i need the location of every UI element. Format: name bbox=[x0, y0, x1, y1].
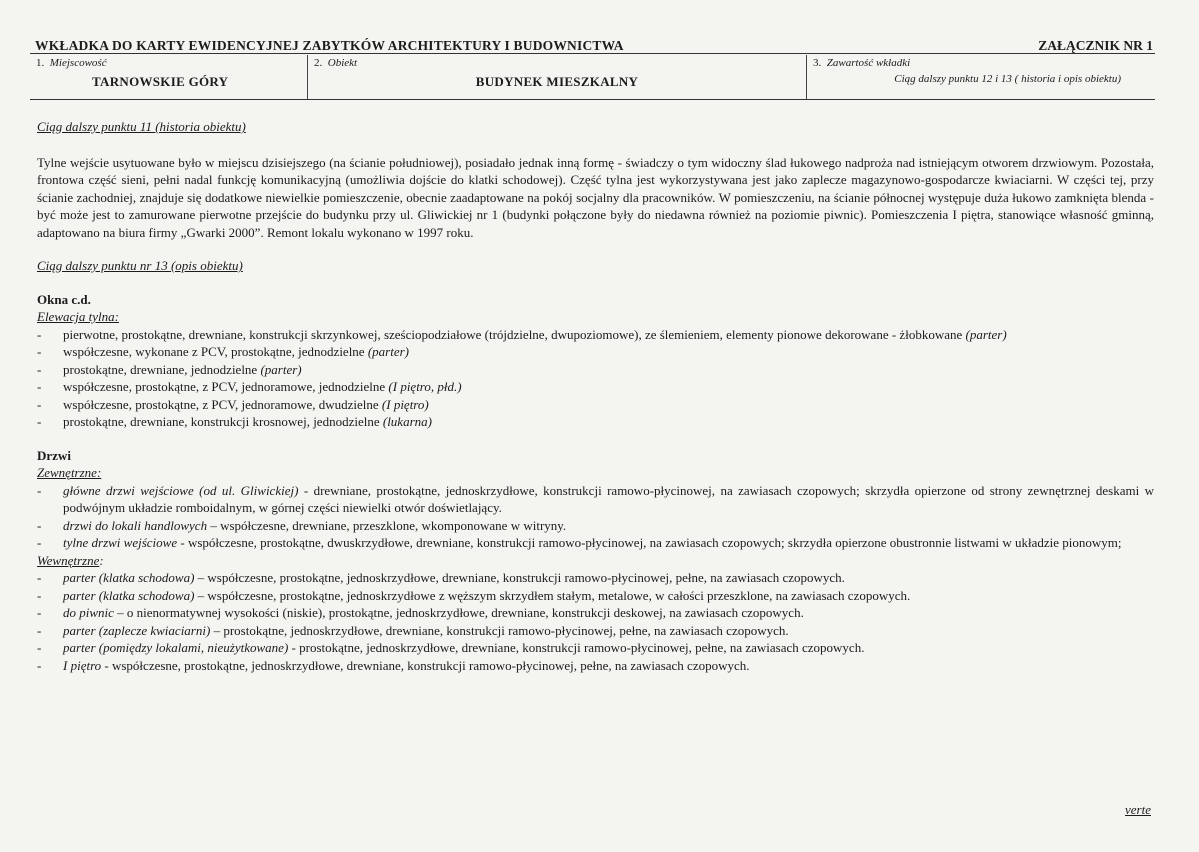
section-heading-description: Ciąg dalszy punktu nr 13 (opis obiektu) bbox=[37, 258, 243, 273]
list-item: - współczesne, prostokątne, z PCV, jednoramowe, dwudzielne (I piętro) bbox=[37, 396, 1154, 414]
cell-locality bbox=[30, 55, 307, 99]
cell-label: Miejscowość bbox=[49, 57, 107, 69]
list-item: - prostokątne, drewniane, jednodzielne (parter) bbox=[37, 361, 1154, 379]
cell-insert-content bbox=[806, 55, 1155, 99]
document-body bbox=[37, 118, 1154, 674]
list-item: - do piwnic – o nienormatywnej wysokości (niskie), prostokątne, jednoskrzydłowe, drewniane, konstrukcji deskowej, na zawiasach czopowych. bbox=[37, 604, 1154, 622]
history-paragraph: Tylne wejście usytuowane było w miejscu dzisiejszego (na ścianie południowej), posiadało jednak inną formę - świadczy o tym widoczny ślad łukowego nadproża nad istniejącym otworem drzwiowym. Pozostała, frontowa część sieni, pełni nadal funkcję komunikacyjną (umożliwia dojście do klatki schodowej). Część tylna jest wykorzystywana jest jako zaplecze magazynowo-gospodarcze kwiaciarni. W części tej, przy ścianie zachodniej, znajduje się dodatkowe niewielkie pomieszczenie, obecnie zaadaptowane na pokój socjalny dla pracowników. W pomieszczeniu, na ścianie północnej występuje duża łukowo zamknięta blenda - być może jest to zamurowane pierwotne przejście do budynku przy ul. Gliwickiej nr 1 (budynki połączone były do niedawna również na poziomie piwnic). Pomieszczenia I piętra, stanowiące własność gminną, adaptowano na biura firmy „Gwarki 2000”. Remont lokalu wykonano w 1997 roku. bbox=[37, 154, 1154, 240]
list-item: - drzwi do lokali handlowych – współczesne, drewniane, przeszklone, wkomponowane w witryny. bbox=[37, 517, 1154, 535]
form-title: WKŁADKA DO KARTY EWIDENCYJNEJ ZABYTKÓW ARCHITEKTURY I BUDOWNICTWA bbox=[35, 38, 624, 53]
cell-number: 3. bbox=[813, 57, 822, 69]
list-item: - parter (klatka schodowa) – współczesne, prostokątne, jednoskrzydłowe z węższym skrzydłem stałym, metalowe, w całości przeszklone, na zawiasach czopowych. bbox=[37, 587, 1154, 605]
list-item: - pierwotne, prostokątne, drewniane, konstrukcji skrzynkowej, sześciopodziałowe (trójdzielne, dwupoziomowe), ze ślemieniem, elementy pionowe dekorowane - żłobkowane (parter) bbox=[37, 326, 1154, 344]
list-item: - parter (klatka schodowa) – współczesne, prostokątne, jednoskrzydłowe, drewniane, konstrukcji ramowo-płycinowej, pełne, na zawiasach czopowych. bbox=[37, 569, 1154, 587]
cell-number: 2. bbox=[314, 57, 323, 69]
section-heading-history: Ciąg dalszy punktu 11 (historia obiektu) bbox=[37, 119, 246, 134]
list-item: - współczesne, wykonane z PCV, prostokątne, jednodzielne (parter) bbox=[37, 343, 1154, 361]
list-item: - tylne drzwi wejściowe - współczesne, prostokątne, dwuskrzydłowe, drewniane, konstrukcji ramowo-płycinowej, na zawiasach czopowych; skrzydła opierzone obustronnie listwami w układzie pionowym; bbox=[37, 534, 1154, 552]
list-item: - parter (pomiędzy lokalami, nieużytkowane) - prostokątne, jednoskrzydłowe, drewniane, konstrukcji ramowo-płycinowej, pełne, na zawiasach czopowych. bbox=[37, 639, 1154, 657]
list-item: - parter (zaplecze kwiaciarni) – prostokątne, jednoskrzydłowe, drewniane, konstrukcji ramowo-płycinowej, pełne, na zawiasach czopowych. bbox=[37, 622, 1154, 640]
verte-label: verte bbox=[1125, 802, 1151, 817]
cell-object bbox=[307, 55, 806, 99]
header-rule bbox=[30, 53, 1155, 54]
exterior-doors-label: Zewnętrzne: bbox=[37, 465, 102, 480]
interior-doors-label: Wewnętrzne: bbox=[37, 552, 104, 568]
list-item: - współczesne, prostokątne, z PCV, jednoramowe, jednodzielne (I piętro, płd.) bbox=[37, 378, 1154, 396]
locality-value: TARNOWSKIE GÓRY bbox=[92, 74, 229, 89]
list-item: - I piętro - współczesne, prostokątne, jednoskrzydłowe, drewniane, konstrukcji ramowo-płycinowej, pełne, na zawiasach czopowych. bbox=[37, 657, 1154, 675]
header-table bbox=[30, 55, 1155, 100]
windows-list bbox=[37, 326, 1154, 431]
list-item: - główne drzwi wejściowe (od ul. Gliwickiej) - drewniane, prostokątne, jednoskrzydłowe, konstrukcji ramowo-płycinowej, na zawiasach czopowych; skrzydła opierzone od strony zewnętrznej deskami w podwójnym układzie romboidalnym, w górnej części niewielki otwór doświetlający. bbox=[37, 482, 1154, 517]
windows-heading: Okna c.d. bbox=[37, 291, 91, 307]
list-item: - prostokątne, drewniane, konstrukcji krosnowej, jednodzielne (lukarna) bbox=[37, 413, 1154, 431]
interior-doors-list bbox=[37, 569, 1154, 674]
cell-number: 1. bbox=[36, 57, 45, 69]
doors-heading: Drzwi bbox=[37, 447, 71, 463]
exterior-doors-list bbox=[37, 482, 1154, 552]
annex-label: ZAŁĄCZNIK NR 1 bbox=[1038, 38, 1153, 53]
cell-label: Zawartość wkładki bbox=[826, 57, 911, 69]
object-value: BUDYNEK MIESZKALNY bbox=[475, 74, 639, 89]
insert-content-value: Ciąg dalszy punktu 12 i 13 ( historia i opis obiektu) bbox=[894, 73, 1121, 85]
cell-label: Obiekt bbox=[327, 57, 358, 69]
rear-elevation-label: Elewacja tylna: bbox=[37, 309, 119, 324]
